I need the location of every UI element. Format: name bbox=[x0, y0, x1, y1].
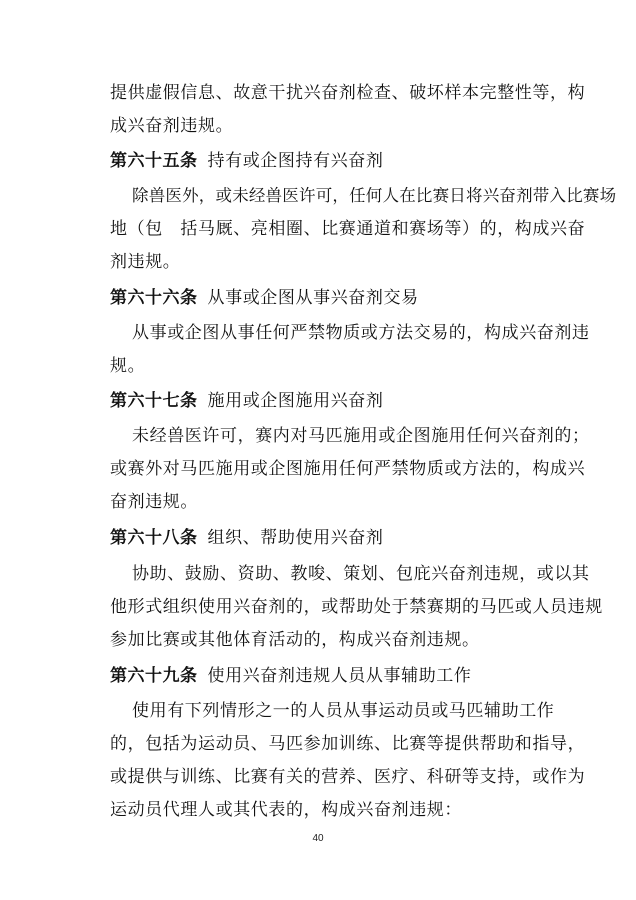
article-title: 施用或企图施用兴奋剂 bbox=[207, 391, 384, 411]
article-number: 第六十九条 bbox=[110, 666, 198, 686]
article-heading bbox=[110, 150, 384, 172]
body-text-line: 规。 bbox=[110, 356, 146, 376]
body-text-line: 或提供与训练、比赛有关的营养、医疗、科研等支持，或作为 bbox=[110, 767, 586, 787]
body-text-line: 或赛外对马匹施用或企图施用任何严禁物质或方法的，构成兴 bbox=[110, 459, 586, 479]
body-text-line: 成兴奋剂违规。 bbox=[110, 116, 234, 136]
body-text-line: 剂违规。 bbox=[110, 252, 181, 272]
article-number: 第六十八条 bbox=[110, 528, 198, 548]
body-text-line: 提供虚假信息、故意干扰兴奋剂检查、破坏样本完整性等，构 bbox=[110, 83, 586, 103]
article-title: 组织、帮助使用兴奋剂 bbox=[207, 528, 384, 548]
body-text-line: 除兽医外，或未经兽医许可，任何人在比赛日将兴奋剂带入比赛场 bbox=[132, 186, 617, 205]
article-heading bbox=[110, 390, 384, 412]
article-number: 第六十七条 bbox=[110, 391, 198, 411]
body-text-line: 参加比赛或其他体育活动的，构成兴奋剂违规。 bbox=[110, 630, 480, 650]
article-number: 第六十六条 bbox=[110, 288, 198, 308]
body-text-line: 协助、鼓励、资助、教唆、策划、包庇兴奋剂违规，或以其 bbox=[132, 564, 590, 584]
body-text-line: 奋剂违规。 bbox=[110, 492, 198, 512]
body-text-line: 的，包括为运动员、马匹参加训练、比赛等提供帮助和指导， bbox=[110, 734, 586, 754]
article-heading bbox=[110, 287, 419, 309]
body-text-line: 从事或企图从事任何严禁物质或方法交易的，构成兴奋剂违 bbox=[132, 323, 590, 343]
body-text-line: 未经兽医许可，赛内对马匹施用或企图施用任何兴奋剂的； bbox=[132, 426, 590, 446]
body-text-line: 他形式组织使用兴奋剂的，或帮助处于禁赛期的马匹或人员违规 bbox=[110, 597, 603, 617]
body-text-line: 地（包 括马厩、亮相圈、比赛通道和赛场等）的，构成兴奋 bbox=[110, 219, 586, 239]
article-heading bbox=[110, 665, 472, 687]
article-title: 从事或企图从事兴奋剂交易 bbox=[207, 288, 419, 308]
article-number: 第六十五条 bbox=[110, 151, 198, 171]
article-title: 持有或企图持有兴奋剂 bbox=[207, 151, 384, 171]
article-heading bbox=[110, 527, 384, 549]
page-number: 40 bbox=[312, 833, 324, 844]
body-text-line: 使用有下列情形之一的人员从事运动员或马匹辅助工作 bbox=[132, 701, 555, 721]
body-text-line: 运动员代理人或其代表的，构成兴奋剂违规： bbox=[110, 800, 462, 820]
article-title: 使用兴奋剂违规人员从事辅助工作 bbox=[207, 666, 472, 686]
